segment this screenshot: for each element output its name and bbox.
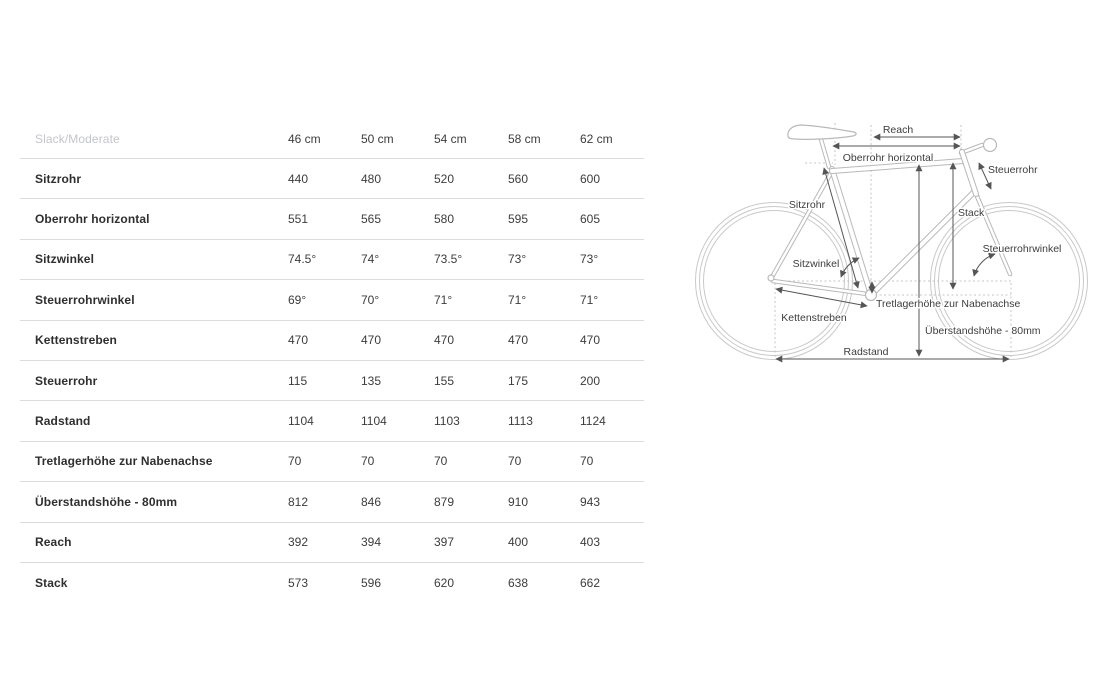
oberrohr-label: Oberrohr horizontal bbox=[842, 152, 934, 164]
cell-value: 605 bbox=[580, 212, 601, 227]
cell-value: 943 bbox=[580, 494, 601, 509]
cell-value: 71° bbox=[580, 292, 599, 307]
table-row bbox=[20, 159, 644, 199]
cell-value: 565 bbox=[361, 212, 382, 227]
cell-value: 480 bbox=[361, 171, 382, 186]
cell-value: 74° bbox=[361, 252, 380, 267]
cell-value: 1103 bbox=[434, 414, 460, 429]
cell-value: 1113 bbox=[508, 414, 533, 429]
table-row bbox=[20, 321, 644, 361]
row-label: Überstandshöhe - 80mm bbox=[35, 494, 178, 509]
ueberstandshoehe-label: Überstandshöhe - 80mm bbox=[925, 325, 1041, 337]
saddle bbox=[788, 125, 856, 139]
cell-value: 812 bbox=[288, 494, 309, 509]
kettenstreben-label: Kettenstreben bbox=[781, 312, 847, 324]
reach-label: Reach bbox=[882, 124, 914, 136]
cell-value: 70 bbox=[288, 454, 302, 469]
cell-value: 70 bbox=[361, 454, 375, 469]
cell-value: 392 bbox=[288, 535, 309, 550]
table-row bbox=[20, 361, 644, 401]
table-row bbox=[20, 563, 644, 602]
cell-value: 155 bbox=[434, 373, 455, 388]
row-label: Oberrohr horizontal bbox=[35, 212, 150, 227]
row-label: Reach bbox=[35, 535, 72, 550]
cell-value: 470 bbox=[361, 333, 382, 348]
cell-value: 910 bbox=[508, 494, 529, 509]
radstand-label: Radstand bbox=[843, 346, 889, 358]
cell-value: 638 bbox=[508, 575, 529, 590]
cell-value: 662 bbox=[580, 575, 601, 590]
cell-value: 400 bbox=[508, 535, 529, 550]
cell-value: 70 bbox=[508, 454, 522, 469]
geometry-type-label: Slack/Moderate bbox=[35, 132, 120, 146]
cell-value: 440 bbox=[288, 171, 309, 186]
cell-value: 596 bbox=[361, 575, 382, 590]
row-label: Stack bbox=[35, 575, 68, 590]
cell-value: 73.5° bbox=[434, 252, 463, 267]
cell-value: 595 bbox=[508, 212, 529, 227]
bike-geometry-diagram bbox=[685, 105, 1119, 375]
cell-value: 70 bbox=[580, 454, 594, 469]
table-header-row bbox=[20, 120, 644, 159]
size-column-header: 58 cm bbox=[508, 132, 541, 146]
steuerrohr-label: Steuerrohr bbox=[988, 164, 1038, 176]
rear-dropout bbox=[768, 275, 774, 281]
steuerrohrwinkel-label: Steuerrohrwinkel bbox=[982, 243, 1062, 255]
cell-value: 846 bbox=[361, 494, 382, 509]
table-row bbox=[20, 401, 644, 441]
row-label: Tretlagerhöhe zur Nabenachse bbox=[35, 454, 213, 469]
cell-value: 520 bbox=[434, 171, 455, 186]
table-row bbox=[20, 442, 644, 482]
table-row bbox=[20, 482, 644, 522]
cell-value: 470 bbox=[434, 333, 455, 348]
table-row bbox=[20, 240, 644, 280]
table-row bbox=[20, 280, 644, 320]
handlebar bbox=[984, 139, 997, 152]
cell-value: 580 bbox=[434, 212, 455, 227]
cell-value: 470 bbox=[288, 333, 309, 348]
size-column-header: 62 cm bbox=[580, 132, 613, 146]
cell-value: 1124 bbox=[580, 414, 606, 429]
cell-value: 394 bbox=[361, 535, 382, 550]
size-column-header: 54 cm bbox=[434, 132, 467, 146]
cell-value: 600 bbox=[580, 171, 601, 186]
row-label: Sitzwinkel bbox=[35, 252, 95, 267]
cell-value: 71° bbox=[508, 292, 527, 307]
size-column-header: 46 cm bbox=[288, 132, 321, 146]
cell-value: 397 bbox=[434, 535, 455, 550]
cell-value: 69° bbox=[288, 292, 307, 307]
row-label: Sitzrohr bbox=[35, 171, 82, 186]
cell-value: 70 bbox=[434, 454, 448, 469]
cell-value: 620 bbox=[434, 575, 455, 590]
stack-label: Stack bbox=[958, 207, 985, 219]
cell-value: 73° bbox=[580, 252, 599, 267]
cell-value: 71° bbox=[434, 292, 453, 307]
cell-value: 1104 bbox=[288, 414, 314, 429]
sitzwinkel-label: Sitzwinkel bbox=[792, 258, 840, 270]
cell-value: 70° bbox=[361, 292, 380, 307]
table-row bbox=[20, 199, 644, 239]
cell-value: 573 bbox=[288, 575, 309, 590]
tretlagerhoehe-label: Tretlagerhöhe zur Nabenachse bbox=[876, 298, 1021, 310]
sitzrohr-label: Sitzrohr bbox=[788, 199, 826, 211]
bottom-bracket bbox=[866, 290, 877, 301]
row-label: Kettenstreben bbox=[35, 333, 117, 348]
table-row bbox=[20, 523, 644, 563]
row-label: Steuerrohr bbox=[35, 373, 98, 388]
cell-value: 560 bbox=[508, 171, 529, 186]
size-column-header: 50 cm bbox=[361, 132, 394, 146]
cell-value: 470 bbox=[508, 333, 529, 348]
cell-value: 73° bbox=[508, 252, 527, 267]
cell-value: 470 bbox=[580, 333, 601, 348]
cell-value: 74.5° bbox=[288, 252, 317, 267]
row-label: Steuerrohrwinkel bbox=[35, 292, 135, 307]
cell-value: 1104 bbox=[361, 414, 387, 429]
geometry-table bbox=[20, 120, 644, 602]
cell-value: 200 bbox=[580, 373, 601, 388]
cell-value: 115 bbox=[288, 373, 308, 388]
cell-value: 879 bbox=[434, 494, 455, 509]
cell-value: 403 bbox=[580, 535, 601, 550]
cell-value: 551 bbox=[288, 212, 309, 227]
row-label: Radstand bbox=[35, 414, 91, 429]
cell-value: 135 bbox=[361, 373, 382, 388]
cell-value: 175 bbox=[508, 373, 529, 388]
